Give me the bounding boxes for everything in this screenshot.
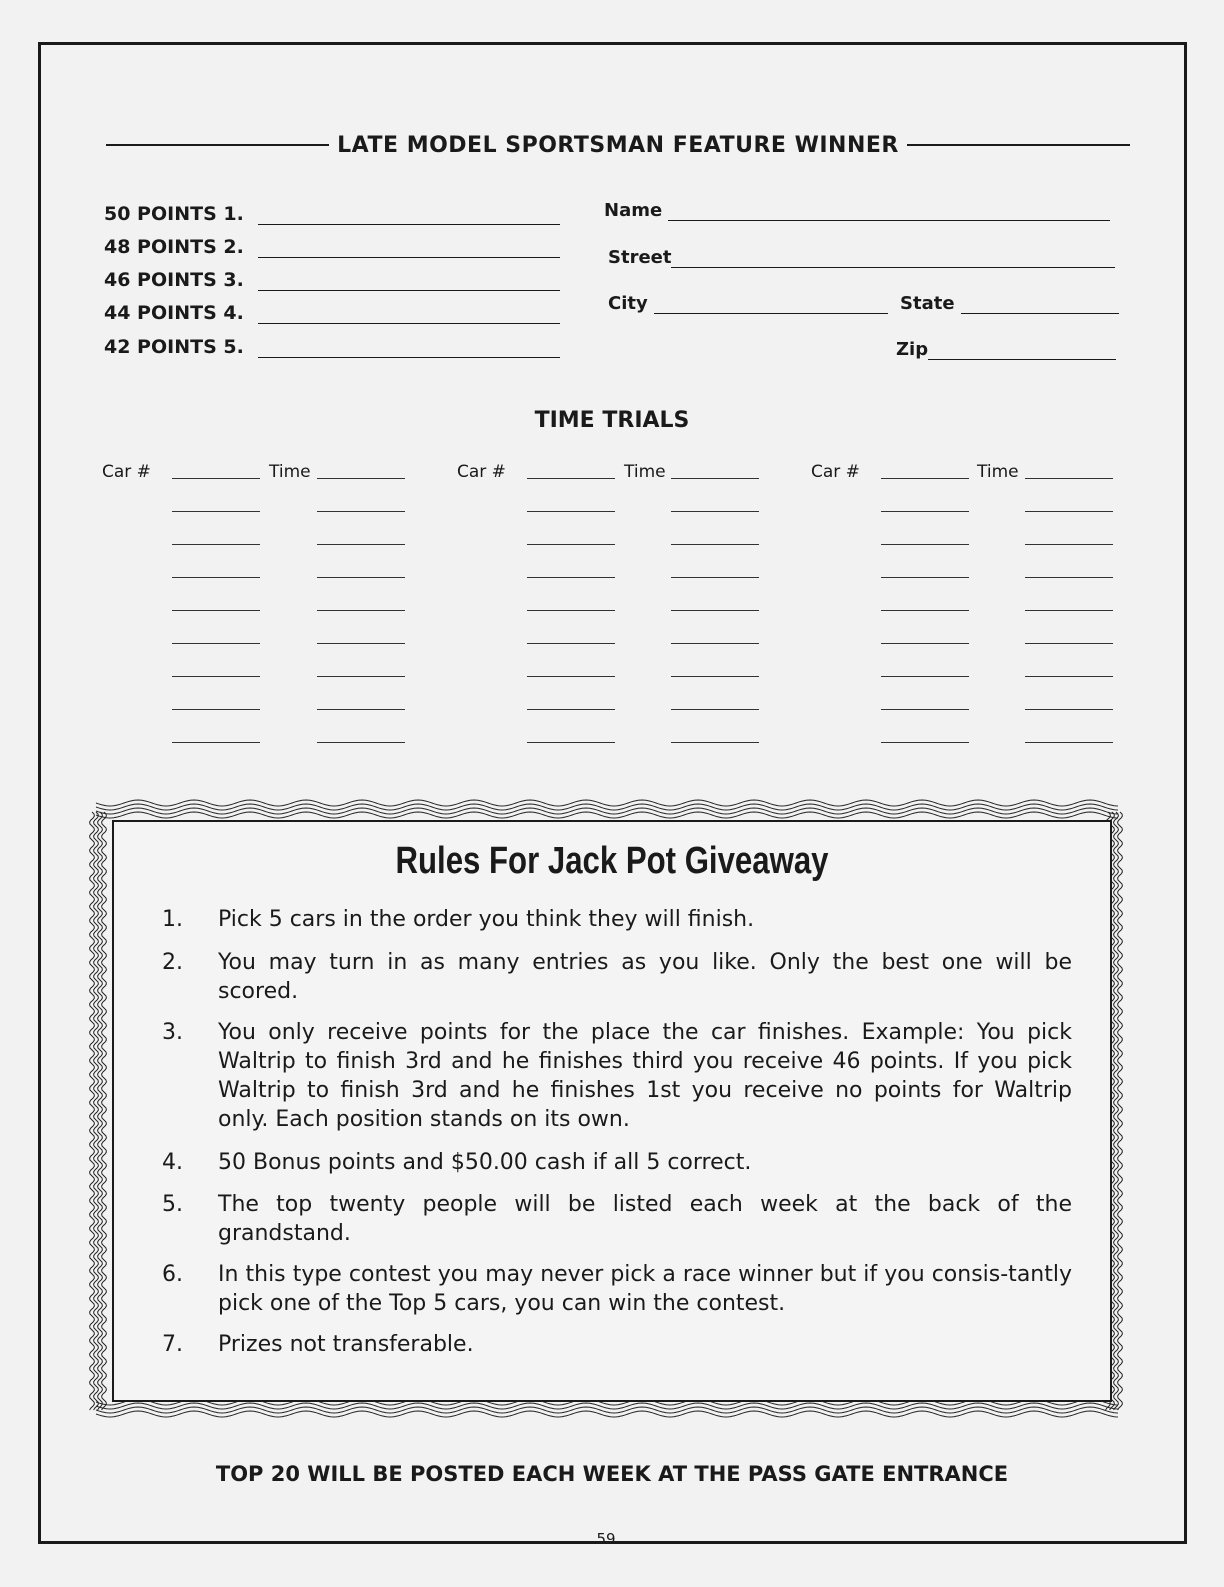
points-label: 42 POINTS 5. bbox=[104, 336, 244, 358]
points-label: 46 POINTS 3. bbox=[104, 269, 244, 291]
rule-text: Pick 5 cars in the order you think they will finish. bbox=[218, 907, 755, 932]
street-label: Street bbox=[608, 247, 672, 268]
rule-item bbox=[162, 1260, 1072, 1318]
feature-title: LATE MODEL SPORTSMAN FEATURE WINNER bbox=[337, 132, 899, 158]
points-label: 50 POINTS 1. bbox=[104, 203, 244, 225]
rule-item bbox=[162, 1330, 1072, 1359]
rule-text: 50 Bonus points and $50.00 cash if all 5 correct. bbox=[218, 1150, 752, 1175]
time-label: Time bbox=[269, 462, 311, 482]
car-number-label: Car # bbox=[811, 462, 860, 482]
wave-stroke bbox=[96, 800, 1118, 806]
rule-item bbox=[162, 1190, 1072, 1248]
points-label: 44 POINTS 4. bbox=[104, 302, 244, 324]
rule-item bbox=[162, 948, 1072, 1006]
footer-notice: TOP 20 WILL BE POSTED EACH WEEK AT THE PASS GATE ENTRANCE bbox=[215, 1462, 1009, 1486]
page-number: 59 bbox=[596, 1530, 616, 1548]
time-label: Time bbox=[624, 462, 666, 482]
rule-number: 3. bbox=[162, 1020, 183, 1045]
rule-item bbox=[162, 1018, 1072, 1134]
rule-item bbox=[162, 905, 1072, 934]
rule-text: You only receive points for the place the car finishes. Example: You pick Waltrip to finish 3rd and he finishes third you receive 46 points. If you pick Waltrip to finish 3rd and he finishes 1st you receive no points for Waltrip only. Each position stands on its own. bbox=[218, 1020, 1072, 1132]
rule-number: 7. bbox=[162, 1332, 183, 1357]
rules-title: Rules For Jack Pot Giveaway bbox=[395, 840, 829, 882]
state-label: State bbox=[900, 293, 955, 314]
zip-label: Zip bbox=[896, 339, 929, 360]
car-number-label: Car # bbox=[457, 462, 506, 482]
wave-stroke bbox=[90, 812, 95, 1410]
city-label: City bbox=[608, 293, 648, 314]
rule-number: 4. bbox=[162, 1150, 183, 1175]
rule-text: In this type contest you may never pick a race winner but if you consis-tantly pick one of the Top 5 cars, you can win the contest. bbox=[218, 1262, 1072, 1316]
name-label: Name bbox=[604, 200, 663, 221]
rule-text: You may turn in as many entries as you like. Only the best one will be scored. bbox=[218, 950, 1072, 1004]
time-trials-title: TIME TRIALS bbox=[534, 408, 690, 433]
time-label: Time bbox=[977, 462, 1019, 482]
rule-text: Prizes not transferable. bbox=[218, 1332, 474, 1357]
rule-number: 1. bbox=[162, 907, 183, 932]
rule-text: The top twenty people will be listed each week at the back of the grandstand. bbox=[218, 1192, 1072, 1246]
rule-item bbox=[162, 1148, 1072, 1177]
rule-number: 5. bbox=[162, 1192, 183, 1217]
rule-number: 6. bbox=[162, 1262, 183, 1287]
rule-number: 2. bbox=[162, 950, 183, 975]
car-number-label: Car # bbox=[102, 462, 151, 482]
points-label: 48 POINTS 2. bbox=[104, 236, 244, 258]
